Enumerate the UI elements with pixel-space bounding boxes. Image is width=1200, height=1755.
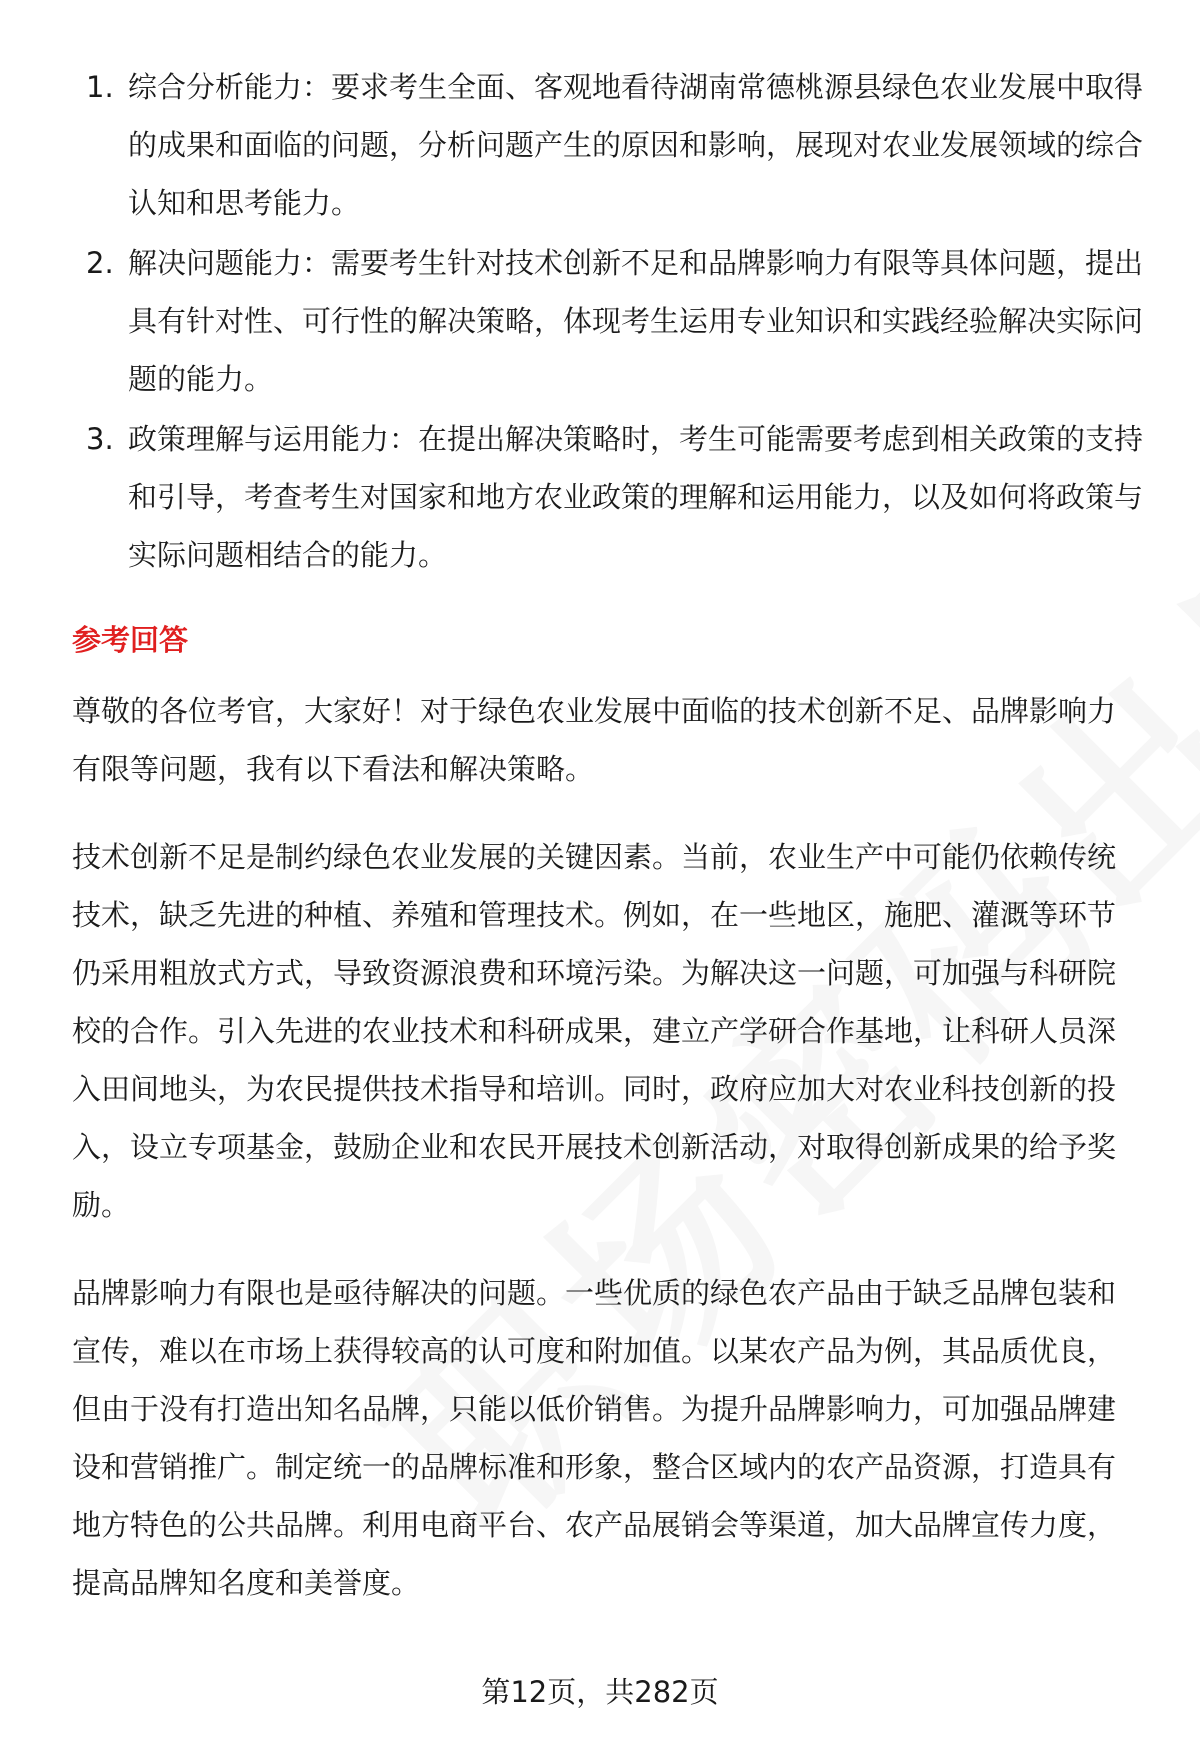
page-content [72, 58, 1144, 1642]
paragraph: 技术创新不足是制约绿色农业发展的关键因素。当前，农业生产中可能仍依赖传统技术，缺乏先进的种植、养殖和管理技术。例如，在一些地区，施肥、灌溉等环节仍采用粗放式方式，导致资源浪费和环境污染。为解决这一问题，可加强与科研院校的合作。引入先进的农业技术和科研成果，建立产学研合作基地，让科研人员深入田间地头，为农民提供技术指导和培训。同时，政府应加大对农业科技创新的投入，设立专项基金，鼓励企业和农民开展技术创新活动，对取得创新成果的给予奖励。 [72, 840, 1117, 1222]
section-title: 参考回答 [72, 623, 189, 657]
paragraph: 尊敬的各位考官，大家好！对于绿色农业发展中面临的技术创新不足、品牌影响力有限等问题，我有以下看法和解决策略。 [72, 694, 1117, 786]
list-item [72, 410, 1144, 584]
list-item-text: 解决问题能力：需要考生针对技术创新不足和品牌影响力有限等具体问题，提出具有针对性、可行性的解决策略，体现考生运用专业知识和实践经验解决实际问题的能力。 [128, 246, 1144, 396]
list-item-number: 2. [86, 246, 114, 280]
list-item [72, 58, 1144, 232]
ability-list [72, 58, 1144, 584]
list-item-number: 1. [86, 70, 114, 104]
list-item-text: 综合分析能力：要求考生全面、客观地看待湖南常德桃源县绿色农业发展中取得的成果和面临的问题，分析问题产生的原因和影响，展现对农业发展领域的综合认知和思考能力。 [128, 70, 1144, 220]
page-number: 第12页，共282页 [481, 1675, 719, 1709]
paragraph: 品牌影响力有限也是亟待解决的问题。一些优质的绿色农产品由于缺乏品牌包装和宣传，难以在市场上获得较高的认可度和附加值。以某农产品为例，其品质优良，但由于没有打造出知名品牌，只能以低价销售。为提升品牌影响力，可加强品牌建设和营销推广。制定统一的品牌标准和形象，整合区域内的农产品资源，打造具有地方特色的公共品牌。利用电商平台、农产品展销会等渠道，加大品牌宣传力度，提高品牌知名度和美誉度。 [72, 1276, 1117, 1600]
list-item [72, 234, 1144, 408]
list-item-text: 政策理解与运用能力：在提出解决策略时，考生可能需要考虑到相关政策的支持和引导，考查考生对国家和地方农业政策的理解和运用能力，以及如何将政策与实际问题相结合的能力。 [128, 422, 1144, 572]
list-item-number: 3. [86, 422, 114, 456]
